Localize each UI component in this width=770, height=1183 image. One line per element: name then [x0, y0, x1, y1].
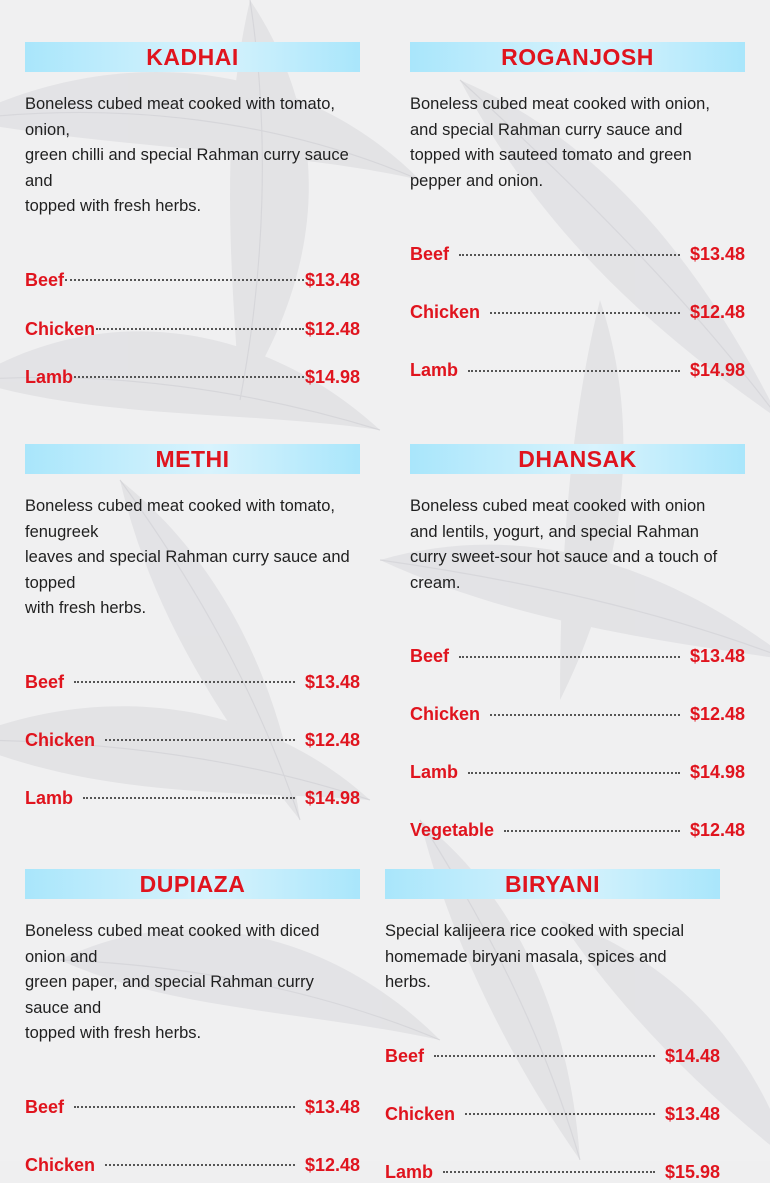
item-name: Chicken — [385, 1103, 456, 1124]
description-line: pepper and onion. — [410, 171, 544, 190]
description-line: onion, — [25, 120, 70, 139]
dot-leader — [468, 772, 680, 774]
description-line: and — [25, 171, 53, 190]
description-line: topped with sauteed tomato and green — [410, 146, 692, 164]
description-line: Boneless cubed meat cooked with tomato, — [25, 95, 336, 113]
description-line: leaves and special Rahman curry sauce and — [25, 548, 350, 566]
dot-leader — [490, 714, 680, 716]
price-list — [25, 270, 360, 388]
menu-item-beef — [410, 646, 745, 667]
item-name: Beef — [25, 269, 65, 290]
dot-leader — [74, 681, 295, 683]
dot-leader — [74, 1106, 295, 1108]
item-name: Beef — [25, 671, 65, 692]
menu-item-chicken — [385, 1104, 720, 1125]
description-line: homemade biryani masala, spices and — [385, 947, 667, 966]
description-line: topped with fresh herbs. — [25, 1024, 202, 1042]
price-list — [385, 1046, 720, 1183]
section-title: DHANSAK — [410, 444, 745, 474]
menu-item-beef — [25, 672, 360, 693]
dot-leader — [459, 656, 680, 658]
section-title: KADHAI — [25, 42, 360, 72]
item-price: $15.98 — [664, 1161, 720, 1182]
description-line: Boneless cubed meat cooked with tomato, — [25, 497, 336, 515]
price-list — [410, 646, 745, 841]
item-name: Beef — [385, 1045, 425, 1066]
item-name: Lamb — [385, 1161, 434, 1182]
item-name: Chicken — [410, 302, 481, 322]
dot-leader — [468, 370, 680, 372]
price-list — [25, 1097, 360, 1176]
menu-item-beef — [385, 1046, 720, 1067]
dot-leader — [83, 797, 295, 799]
item-name: Chicken — [25, 1154, 96, 1175]
menu-section-dupiaza — [25, 869, 360, 1176]
dot-leader — [443, 1171, 655, 1173]
description-line: topped with fresh herbs. — [25, 197, 202, 215]
dot-leader — [465, 1113, 655, 1115]
section-description — [25, 92, 360, 220]
item-price: $13.48 — [304, 671, 360, 692]
item-name: Chicken — [410, 704, 481, 724]
description-line: Boneless cubed meat cooked with diced — [25, 922, 320, 940]
section-description — [410, 92, 745, 194]
menu-item-lamb — [410, 360, 745, 381]
menu-item-beef — [410, 244, 745, 265]
item-price: $13.48 — [664, 1103, 720, 1124]
description-line: cream. — [410, 573, 461, 592]
item-name: Vegetable — [410, 820, 495, 840]
menu-section-dhansak — [410, 444, 745, 841]
section-description — [385, 919, 720, 996]
description-line: Boneless cubed meat cooked with onion, — [410, 95, 710, 113]
price-list — [410, 244, 745, 381]
section-title: ROGANJOSH — [410, 42, 745, 72]
description-line: with fresh herbs. — [25, 599, 147, 617]
menu-item-chicken — [25, 1155, 360, 1176]
item-price: $14.98 — [304, 787, 360, 808]
menu-item-chicken — [410, 704, 745, 725]
description-line: herbs. — [385, 973, 431, 991]
dot-leader — [96, 328, 304, 330]
menu-item-beef — [25, 1097, 360, 1118]
item-price: $14.48 — [664, 1045, 720, 1066]
description-line: green chilli and special Rahman curry sauce — [25, 146, 349, 164]
section-description — [25, 494, 360, 622]
item-name: Chicken — [25, 318, 96, 339]
item-price: $13.48 — [689, 244, 745, 264]
item-name: Beef — [410, 244, 450, 264]
price-list — [25, 672, 360, 809]
menu-section-biryani — [385, 869, 720, 1183]
item-price: $12.48 — [689, 820, 745, 840]
description-line: Boneless cubed meat cooked with onion — [410, 497, 706, 515]
menu-section-roganjosh — [410, 42, 745, 381]
dot-leader — [105, 1164, 295, 1166]
item-price: $12.48 — [689, 704, 745, 724]
dot-leader — [434, 1055, 655, 1057]
item-name: Lamb — [25, 787, 74, 808]
section-description — [410, 494, 745, 596]
item-price: $14.98 — [689, 762, 745, 782]
item-name: Beef — [25, 1096, 65, 1117]
dot-leader — [459, 254, 680, 256]
description-line: and special Rahman curry sauce and — [410, 120, 683, 139]
description-line: topped — [25, 573, 76, 592]
menu-section-kadhai — [25, 42, 360, 388]
description-line: Special kalijeera rice cooked with special — [385, 922, 684, 940]
item-name: Lamb — [410, 762, 459, 782]
item-price: $14.98 — [689, 360, 745, 380]
dot-leader — [74, 376, 304, 378]
item-price: $12.48 — [304, 729, 360, 750]
item-name: Lamb — [410, 360, 459, 380]
description-line: green paper, and special Rahman curry — [25, 973, 314, 991]
menu-section-methi — [25, 444, 360, 809]
item-price: $13.48 — [689, 646, 745, 666]
section-description — [25, 919, 360, 1047]
item-name: Chicken — [25, 729, 96, 750]
item-price: $13.48 — [304, 1096, 360, 1117]
menu-item-chicken — [25, 730, 360, 751]
description-line: fenugreek — [25, 522, 99, 541]
description-line: sauce and — [25, 998, 102, 1017]
dot-leader — [504, 830, 680, 832]
menu-item-vegetable — [410, 820, 745, 841]
item-price: $12.48 — [304, 318, 360, 339]
dot-leader — [490, 312, 680, 314]
description-line: curry sweet-sour hot sauce and a touch of — [410, 548, 718, 566]
item-name: Beef — [410, 646, 450, 666]
description-line: and lentils, yogurt, and special Rahman — [410, 522, 699, 541]
menu-item-lamb — [410, 762, 745, 783]
menu-item-beef — [25, 270, 360, 291]
item-price: $14.98 — [304, 366, 360, 387]
item-price: $13.48 — [304, 269, 360, 290]
item-name: Lamb — [25, 366, 74, 387]
menu-item-chicken — [25, 319, 360, 340]
menu-item-lamb — [25, 788, 360, 809]
menu-item-lamb — [25, 367, 360, 388]
dot-leader — [65, 279, 304, 281]
section-title: BIRYANI — [385, 869, 720, 899]
description-line: onion and — [25, 947, 98, 966]
section-title: METHI — [25, 444, 360, 474]
section-title: DUPIAZA — [25, 869, 360, 899]
dot-leader — [105, 739, 295, 741]
item-price: $12.48 — [304, 1154, 360, 1175]
item-price: $12.48 — [689, 302, 745, 322]
menu-item-lamb — [385, 1162, 720, 1183]
menu-item-chicken — [410, 302, 745, 323]
